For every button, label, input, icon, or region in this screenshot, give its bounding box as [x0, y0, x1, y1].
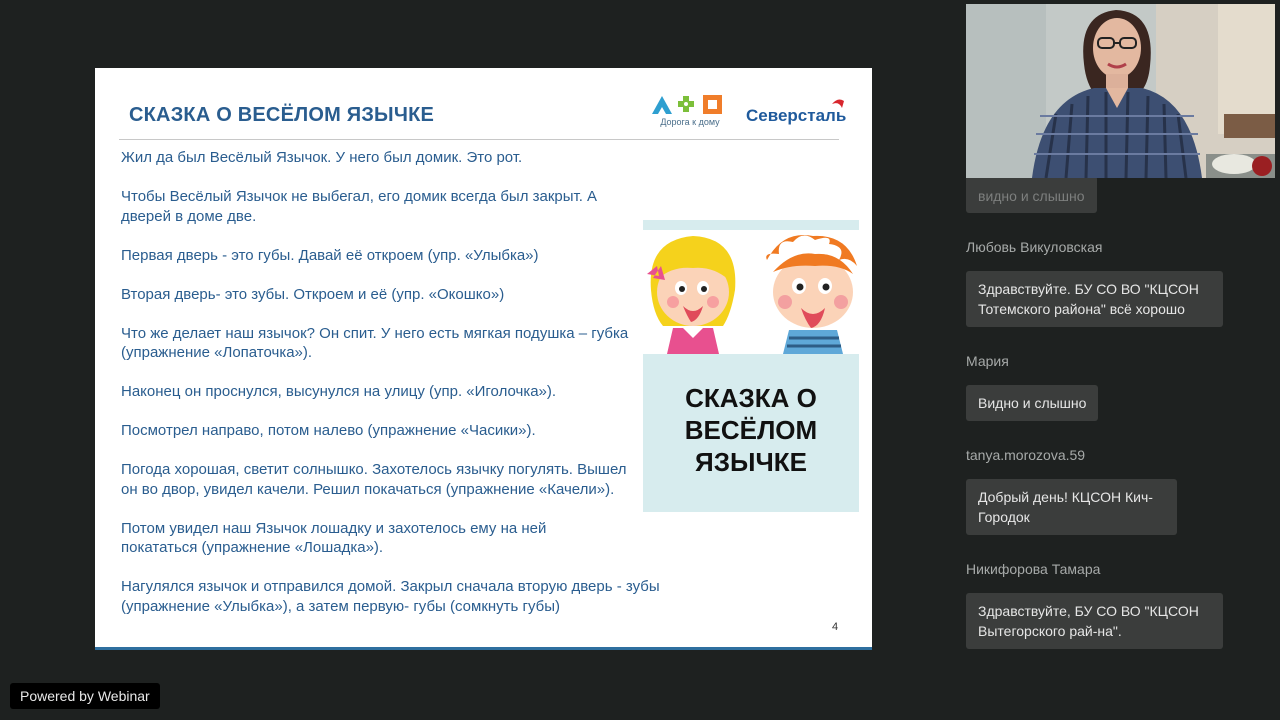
story-paragraph: Погода хорошая, светит солнышко. Захотелось язычку погулять. Вышел он во двор, увидел качели. Решил покачаться (упражнение «Качели»). — [121, 461, 627, 498]
chat-message-text: Видно и слышно — [978, 395, 1087, 411]
severstal-logo-text: Северсталь — [746, 106, 847, 125]
story-paragraph: Потом увидел наш Язычок лошадку и захотелось ему на ней покататься (упражнение «Лошадка»). — [121, 519, 547, 556]
presentation-slide — [95, 68, 872, 650]
story-paragraph: Жил да был Весёлый Язычок. У него был домик. Это рот. — [121, 149, 523, 166]
book-cover-image — [643, 220, 859, 512]
doroga-k-domu-logo — [650, 92, 730, 132]
powered-by-webinar-link[interactable]: Powered by Webinar — [10, 683, 160, 709]
slide-bottom-border — [95, 647, 872, 650]
chat-message-bubble — [966, 176, 1097, 213]
chat-author-name: Мария — [966, 353, 1009, 369]
story-paragraph: Чтобы Весёлый Язычок не выбегал, его домик всегда был закрыт. А дверей в доме две. — [121, 188, 598, 225]
story-text — [121, 148, 660, 636]
story-paragraph: Наконец он проснулся, высунулся на улицу (упр. «Иголочка»). — [121, 383, 557, 400]
story-paragraph: Нагулялся язычок и отправился домой. Закрыл сначала вторую дверь - зубы (упражнение «Улыбка»), а затем первую- губы (сомкнуть губы) — [121, 578, 660, 615]
story-paragraph: Посмотрел направо, потом налево (упражнение «Часики»). — [121, 422, 536, 439]
severstal-logo-icon — [830, 97, 846, 115]
chat-message-bubble — [966, 593, 1223, 649]
story-paragraph: Что же делает наш язычок? Он спит. У него есть мягкая подушка – губка (упражнение «Лопаточка»). — [121, 324, 629, 361]
story-paragraph: Первая дверь - это губы. Давай её откроем (упр. «Улыбка») — [121, 246, 539, 264]
story-paragraph: Вторая дверь- это зубы. Откроем и её (упр. «Окошко») — [121, 285, 505, 303]
slide-title: СКАЗКА О ВЕСЁЛОМ ЯЗЫЧКЕ — [129, 104, 435, 126]
chat-author-name: Никифорова Тамара — [966, 561, 1101, 577]
chat-message-bubble — [966, 385, 1098, 421]
cover-title-line: ЯЗЫЧКЕ — [695, 447, 807, 477]
webcam-video[interactable] — [966, 4, 1275, 178]
chat-author-name: tanya.morozova.59 — [966, 447, 1086, 463]
cover-title-line: ВЕСЁЛОМ — [684, 415, 818, 445]
chat-message-text: Добрый день! КЦСОН Кич-Городок — [978, 489, 1153, 525]
cover-title-line: СКАЗКА О — [685, 383, 817, 413]
cover-title — [643, 382, 859, 478]
chat-message-text: видно и слышно — [978, 188, 1085, 204]
chat-message-text: Здравствуйте. БУ СО ВО "КЦСОН Тотемского района" всё хорошо — [978, 281, 1199, 317]
chat-author-name: Любовь Викуловская — [966, 239, 1103, 255]
title-divider — [119, 139, 839, 140]
slide-page-number: 4 — [832, 621, 839, 633]
children-illustration — [643, 230, 859, 354]
chat-message-bubble — [966, 479, 1177, 535]
chat-message-text: Здравствуйте, БУ СО ВО "КЦСОН Вытегорского рай-на". — [978, 603, 1199, 639]
doroga-logo-text: Дорога к дому — [660, 117, 720, 127]
chat-message-bubble — [966, 271, 1223, 327]
